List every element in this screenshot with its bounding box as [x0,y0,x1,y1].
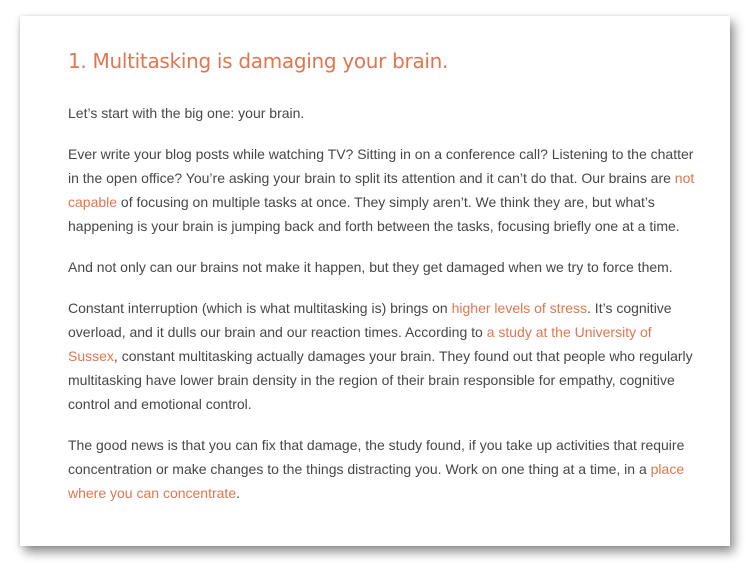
article-content [68,46,698,522]
paragraph-text: The good news is that you can fix that damage, the study found, if you take up activities that require concentration or make changes to the things distracting you. Work on one thing at a time, in a [68,437,685,477]
stress-link[interactable]: higher levels of stress [451,300,588,316]
paragraph-text: . It’s cognitive overload, and it dulls our brain and our reaction times. According to [68,300,672,340]
article-heading: 1. Multitasking is damaging your brain. [68,49,449,73]
paragraph-interruption [68,296,698,416]
paragraph-text: Constant interruption (which is what multitasking is) brings on [68,300,452,316]
not-capable-link[interactable]: not capable [68,170,695,210]
paragraph-text: of focusing on multiple tasks at once. They simply aren’t. We think they are, but what’s happening is your brain is jumping back and forth between the tasks, focusing briefly one at a time. [68,194,680,234]
paragraph-intro: Let’s start with the big one: your brain. [68,105,305,121]
paragraph-damage: And not only can our brains not make it happen, but they get damaged when we try to force them. [68,259,673,275]
paragraph-text: Ever write your blog posts while watching TV? Sitting in on a conference call? Listening to the chatter in the open office? You’re asking your brain to split its attention and it can’t do that. Our brains are [68,146,694,186]
paragraph-text: , constant multitasking actually damages your brain. They found out that people who regularly multitasking have lower brain density in the region of their brain responsible for empathy, cognitive control and emotional control. [68,348,693,412]
concentrate-link[interactable]: place where you can concentrate [68,461,685,501]
sussex-study-link[interactable]: a study at the University of Sussex [68,324,652,364]
paragraph-text: . [236,485,240,501]
paragraph-split-attention [68,142,698,238]
paragraph-good-news [68,433,698,505]
article-card [20,16,730,546]
